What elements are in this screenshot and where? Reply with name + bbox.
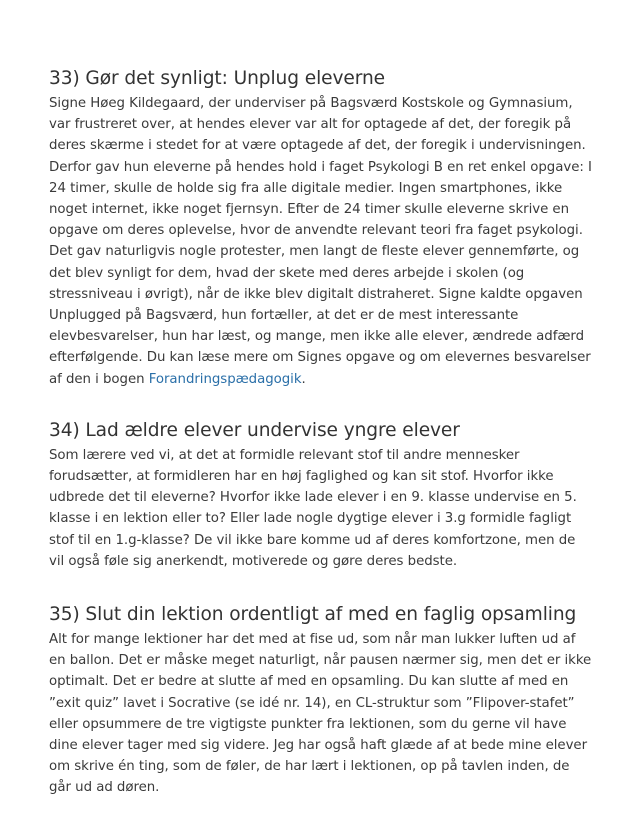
paragraph-end: .	[301, 371, 306, 387]
document-page	[49, 66, 594, 799]
section-heading: 33) Gør det synligt: Unplug eleverne	[49, 68, 385, 89]
section-heading: 35) Slut din lektion ordentligt af med en faglig opsamling	[49, 604, 577, 626]
book-link[interactable]: Forandringspædagogik	[148, 371, 302, 387]
section-paragraph: Som lærere ved vi, at det at formidle relevant stof til andre mennesker forudsætter, at formidleren har en høj faglighed og kan sit stof. Hvorfor ikke udbrede det til eleverne? Hvorfor ikke lade elever i en 9. klasse undervise en 5. klasse i en lektion eller to? Eller lade nogle dygtige elever i 3.g formidle fagligt stof til en 1.g-klasse? De vil ikke bare komme ud af deres komfortzone, men de vil også føle sig anerkendt, motiverede og gøre deres bedste.	[49, 447, 577, 569]
section-34	[49, 418, 594, 572]
section-35	[49, 602, 594, 799]
section-paragraph	[49, 93, 594, 390]
section-33	[49, 66, 594, 390]
section-paragraph: Alt for mange lektioner har det med at fise ud, som når man lukker luften ud af en ballon. Det er måske meget naturligt, når pausen nærmer sig, men det er ikke optimalt. Det er bedre at slutte af med en opsamling. Du kan slutte af med en ”exit quiz” lavet i Socrative (se idé nr. 14), en CL-struktur som ”Flipover-stafet” eller opsummere de tre vigtigste punkter fra lektionen, som du gerne vil have dine elever tager med sig videre. Jeg har også haft glæde af at bede mine elever om skrive én ting, som de føler, de har lært i lektionen, op på tavlen inden, de går ud ad døren.	[49, 632, 592, 796]
paragraph-text: Signe Høeg Kildegaard, der underviser på Bagsværd Kostskole og Gymnasium, var frustreret over, at hendes elever var alt for optagede af det, der foregik på deres skærme i stedet for at være optagede af det, der foregik i undervisningen. Derfor gav hun eleverne på hendes hold i faget Psykologi B en ret enkel opgave: I 24 timer, skulle de holde sig fra alle digitale medier. Ingen smartphones, ikke noget internet, ikke noget fjernsyn. Efter de 24 timer skulle eleverne skrive en opgave om deres oplevelse, hvor de anvendte relevant teori fra faget psykologi. Det gav naturligvis nogle protester, men langt de fleste elever gennemførte, og det blev synligt for dem, hvad der skete med deres arbejde i skolen (og stressniveau i øvrigt), når de ikke blev digitalt distraheret. Signe kaldte opgaven Unplugged på Bagsværd, hun fortæller, at det er de mest interessante elevbesvarelser, hun har læst, og mange, men ikke alle elever, ændrede adfærd efterfølgende. Du kan læse mere om Signes opgave og om elevernes besvarelser af den i bogen	[49, 96, 592, 387]
section-heading: 34) Lad ældre elever undervise yngre elever	[49, 419, 460, 441]
